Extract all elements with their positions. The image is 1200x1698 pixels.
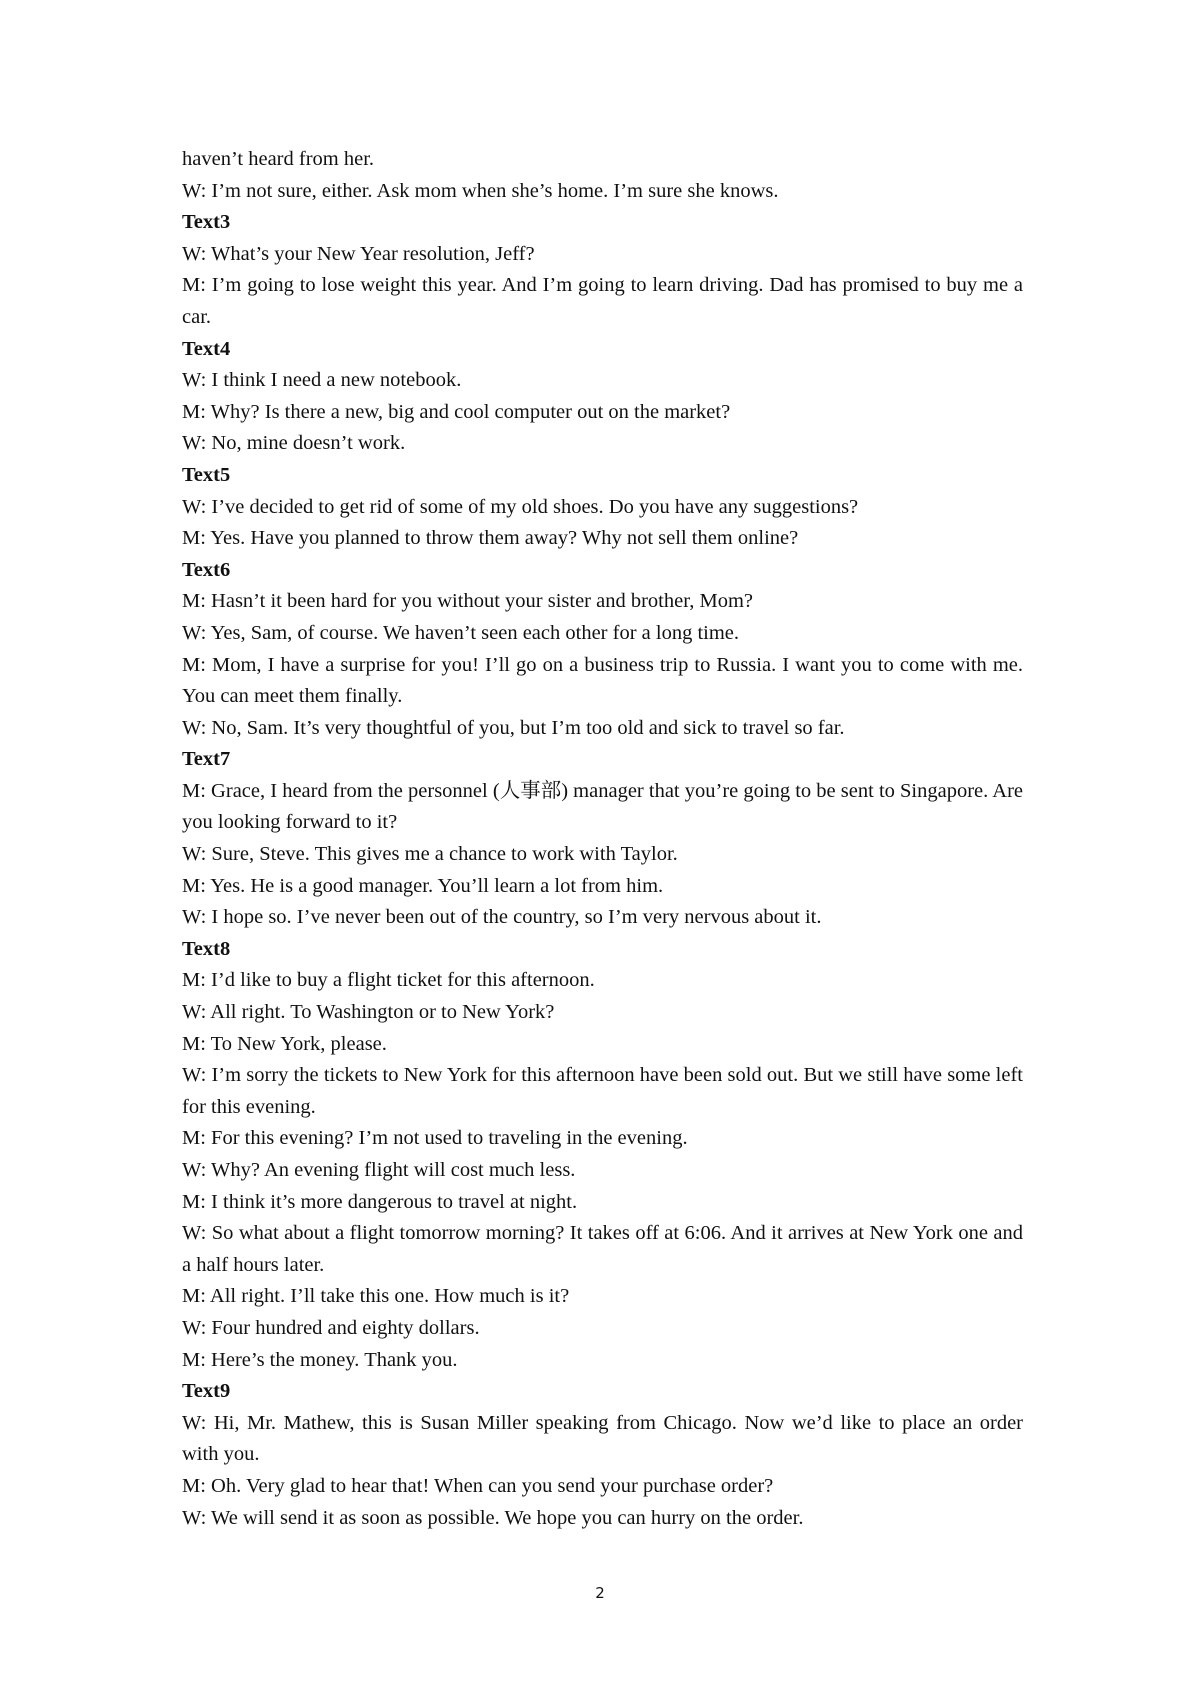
dialogue-line: W: We will send it as soon as possible. We hope you can hurry on the order. xyxy=(182,1506,804,1529)
section-heading: Text4 xyxy=(182,337,231,360)
dialogue-line: M: I’d like to buy a flight ticket for this afternoon. xyxy=(182,969,595,992)
dialogue-line: M: For this evening? I’m not used to traveling in the evening. xyxy=(182,1127,688,1150)
dialogue-line: W: Hi, Mr. Mathew, this is Susan Miller speaking from Chicago. Now we’d like to place an order with you. xyxy=(182,1411,1023,1466)
dialogue-line: M: I’m going to lose weight this year. And I’m going to learn driving. Dad has promised to buy me a car. xyxy=(182,274,1023,328)
section-heading: Text9 xyxy=(182,1380,231,1403)
dialogue-line: M: Here’s the money. Thank you. xyxy=(182,1348,458,1371)
dialogue-line: M: I think it’s more dangerous to travel at night. xyxy=(182,1190,578,1213)
dialogue-line: W: I’ve decided to get rid of some of my old shoes. Do you have any suggestions? xyxy=(182,495,859,518)
dialogue-line: W: I’m sorry the tickets to New York for this afternoon have been sold out. But we still have some left for this evening. xyxy=(182,1064,1023,1118)
dialogue-line: W: Sure, Steve. This gives me a chance to work with Taylor. xyxy=(182,843,678,866)
dialogue-line: W: No, mine doesn’t work. xyxy=(182,432,406,455)
document-body xyxy=(182,144,1023,1534)
dialogue-line: haven’t heard from her. xyxy=(182,148,375,170)
dialogue-line: M: Mom, I have a surprise for you! I’ll go on a business trip to Russia. I want you to come with me. You can meet them finally. xyxy=(182,653,1023,708)
section-heading: Text6 xyxy=(182,558,231,581)
dialogue-line: W: No, Sam. It’s very thoughtful of you, but I’m too old and sick to travel so far. xyxy=(182,716,845,739)
dialogue-line: W: So what about a flight tomorrow morning? It takes off at 6:06. And it arrives at New York one and a half hours later. xyxy=(182,1222,1023,1276)
dialogue-line: W: I think I need a new notebook. xyxy=(182,369,462,392)
dialogue-line: M: Yes. He is a good manager. You’ll learn a lot from him. xyxy=(182,874,664,897)
dialogue-line: M: Hasn’t it been hard for you without your sister and brother, Mom? xyxy=(182,590,753,613)
dialogue-line: W: Four hundred and eighty dollars. xyxy=(182,1316,480,1339)
page-number: 2 xyxy=(595,1584,605,1602)
dialogue-line: M: All right. I’ll take this one. How much is it? xyxy=(182,1285,570,1308)
section-heading: Text5 xyxy=(182,463,231,486)
dialogue-line: W: I hope so. I’ve never been out of the country, so I’m very nervous about it. xyxy=(182,906,822,929)
dialogue-line: M: Yes. Have you planned to throw them away? Why not sell them online? xyxy=(182,527,799,550)
dialogue-line: W: Why? An evening flight will cost much less. xyxy=(182,1159,576,1181)
dialogue-line: W: Yes, Sam, of course. We haven’t seen each other for a long time. xyxy=(182,621,740,644)
section-heading: Text3 xyxy=(182,211,231,234)
dialogue-line: W: All right. To Washington or to New York? xyxy=(182,1001,555,1024)
dialogue-line: M: Why? Is there a new, big and cool computer out on the market? xyxy=(182,400,731,423)
section-heading: Text7 xyxy=(182,748,231,771)
dialogue-line: M: Oh. Very glad to hear that! When can you send your purchase order? xyxy=(182,1474,774,1497)
dialogue-line: W: I’m not sure, either. Ask mom when she’s home. I’m sure she knows. xyxy=(182,179,779,202)
dialogue-line: M: Grace, I heard from the personnel (人事部) manager that you’re going to be sent to Singapore. Are you looking forward to it? xyxy=(182,779,1023,834)
dialogue-line: W: What’s your New Year resolution, Jeff? xyxy=(182,242,535,265)
section-heading: Text8 xyxy=(182,937,231,960)
dialogue-line: M: To New York, please. xyxy=(182,1032,387,1055)
